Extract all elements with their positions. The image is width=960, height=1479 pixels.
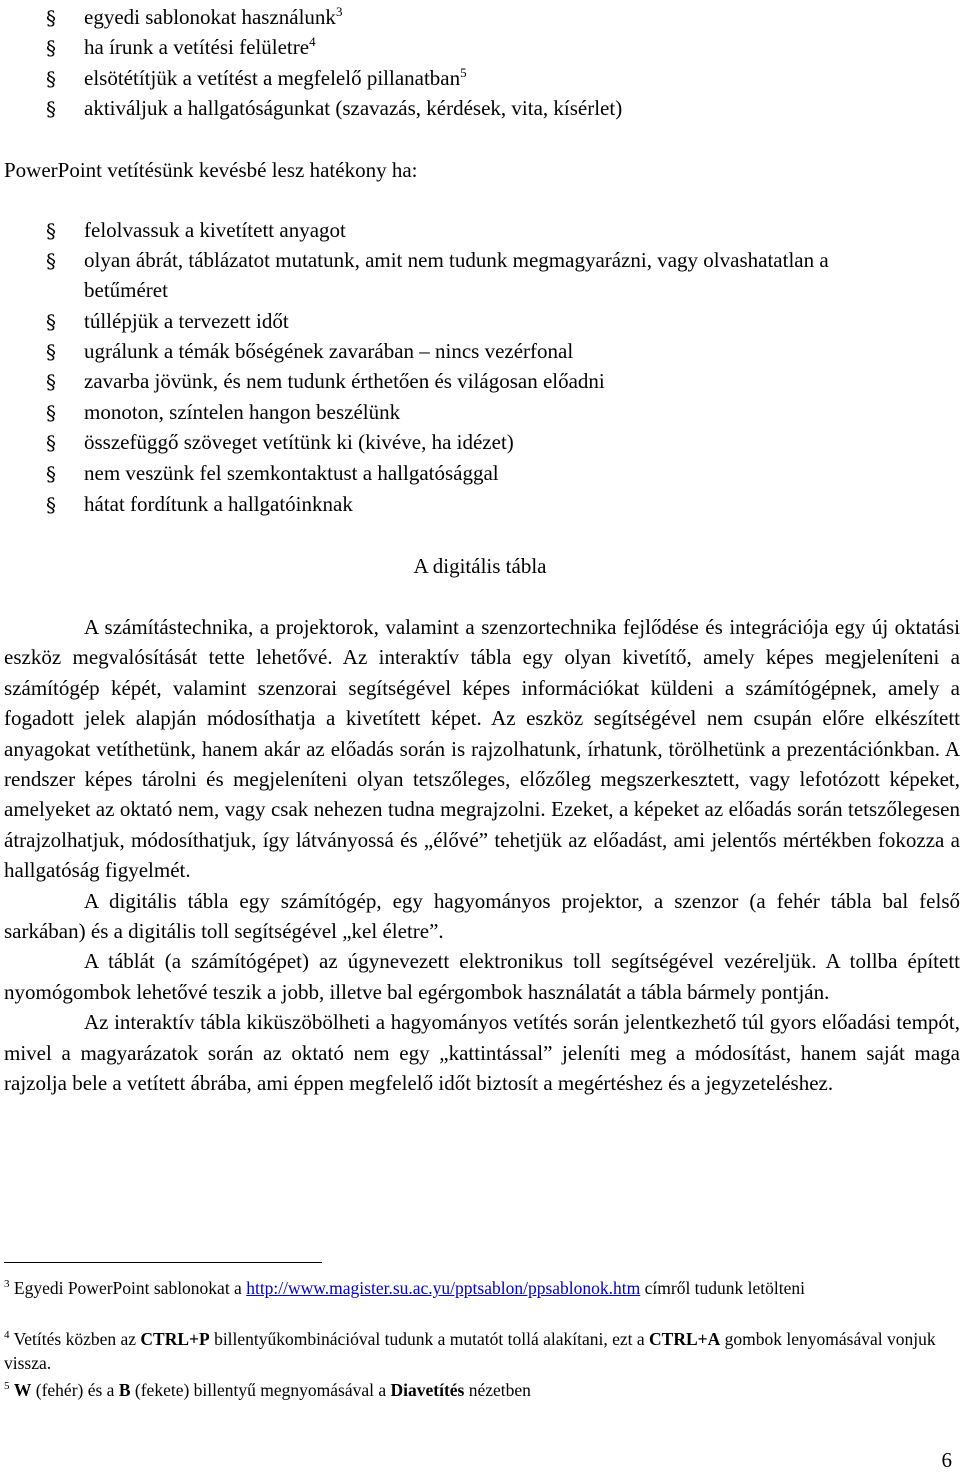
list-item-text: olyan ábrát, táblázatot mutatunk, amit nem tudunk megmagyarázni, vagy olvashatatlan a betűméret <box>84 248 829 302</box>
section-mark-icon <box>42 7 62 29</box>
key-name: B <box>118 1380 131 1400</box>
svg-text:§: § <box>46 98 56 120</box>
list-item-text: túllépjük a tervezett időt <box>84 309 289 333</box>
footnote-ref[interactable]: 5 <box>460 65 467 80</box>
section-heading: A digitális tábla <box>413 554 547 578</box>
footnote-ref[interactable]: 3 <box>335 4 343 19</box>
footnote-5 <box>4 1378 944 1402</box>
footnote-4 <box>4 1327 944 1375</box>
view-name: Diavetítés <box>390 1380 465 1400</box>
section-mark-icon <box>42 432 62 454</box>
svg-text:§: § <box>46 250 56 272</box>
list-item-text: nem veszünk fel szemkontaktust a hallgatósággal <box>84 461 499 485</box>
footnote-text: gombok lenyomásával vonjuk vissza. <box>4 1329 936 1373</box>
paragraph: A táblát (a számítógépet) az úgynevezett elektronikus toll segítségével vezéreljük. A tollba épített nyomógombok lehetővé teszik a jobb, illetve bal egérgombok használatát a tábla bármely pontján. <box>4 949 960 1004</box>
section-mark-icon <box>42 402 62 424</box>
svg-text:§: § <box>46 494 56 516</box>
footnote-divider <box>4 1262 322 1263</box>
list-item-text: hátat fordítunk a hallgatóinknak <box>84 492 353 516</box>
list-item-text: felolvassuk a kivetített anyagot <box>84 218 346 242</box>
svg-text:§: § <box>46 463 56 485</box>
footnote-number: 5 <box>4 1380 10 1393</box>
svg-text:§: § <box>46 7 56 29</box>
svg-text:§: § <box>46 68 56 90</box>
footnote-number: 4 <box>4 1329 10 1342</box>
footnote-link[interactable]: http://www.magister.su.ac.yu/pptsablon/ppsablonok.htm <box>246 1278 641 1298</box>
svg-text:§: § <box>46 402 56 424</box>
list-item-text: ugrálunk a témák bőségének zavarában – nincs vezérfonal <box>84 339 574 363</box>
body-text <box>4 612 960 1099</box>
footnote-text: billentyűkombinációval tudunk a mutatót tollá alakítani, ezt a <box>209 1329 650 1349</box>
footnote-ref[interactable]: 4 <box>309 34 316 49</box>
section-mark-icon <box>42 371 62 393</box>
svg-text:§: § <box>46 371 56 393</box>
section-mark-icon <box>42 250 62 272</box>
list-item-text: zavarba jövünk, és nem tudunk érthetően és világosan előadni <box>84 369 605 393</box>
section-mark-icon <box>42 463 62 485</box>
svg-text:§: § <box>46 341 56 363</box>
svg-text:§: § <box>46 311 56 333</box>
section-mark-icon <box>42 37 62 59</box>
footnote-3 <box>4 1276 944 1300</box>
key-name: W <box>13 1380 32 1400</box>
footnote-text: címről tudunk letölteni <box>640 1278 806 1298</box>
section-mark-icon <box>42 341 62 363</box>
svg-text:§: § <box>46 220 56 242</box>
footnote-text: Vetítés közben az <box>13 1329 141 1349</box>
key-combo: CTRL+A <box>649 1329 721 1349</box>
list-item-text: monoton, színtelen hangon beszélünk <box>84 400 401 424</box>
footnote-text: (fekete) billentyű megnyomásával a <box>130 1380 391 1400</box>
section-mark-icon <box>42 98 62 120</box>
page-number: 6 <box>941 1448 952 1472</box>
list-item-text: ha írunk a vetítési felületre <box>84 35 310 59</box>
footnote-number: 3 <box>4 1278 10 1291</box>
paragraph: Az interaktív tábla kiküszöbölheti a hagyományos vetítés során jelentkezhető túl gyors előadási tempót, mivel a magyarázatok során az oktató nem egy „kattintással” jeleníti meg a módosítást, hanem saját maga rajzolja bele a vetített ábrába, ami éppen megfelelő időt biztosít a megértéshez és a jegyzeteléshez. <box>4 1010 960 1096</box>
list-item-text: egyedi sablonokat használunk <box>84 5 336 29</box>
intro-text: PowerPoint vetítésünk kevésbé lesz hatékony ha: <box>4 158 418 182</box>
footnote-text: Egyedi PowerPoint sablonokat a <box>13 1278 247 1298</box>
list-item-text: aktiváljuk a hallgatóságunkat (szavazás, kérdések, vita, kísérlet) <box>84 96 623 120</box>
footnote-text: nézetben <box>464 1380 531 1400</box>
section-mark-icon <box>42 494 62 516</box>
list-item-text: elsötétítjük a vetítést a megfelelő pillanatban <box>84 66 461 90</box>
key-combo: CTRL+P <box>140 1329 210 1349</box>
paragraph: A számítástechnika, a projektorok, valamint a szenzortechnika fejlődése és integrációja egy új oktatási eszköz megvalósítását tette lehetővé. Az interaktív tábla egy olyan kivetítő, amely képes megjeleníteni a számítógép képét, valamint szenzorai segítségével képes információkat küldeni a számítógépnek, amely a fogadott jelek alapján módosíthatja a kivetített képet. Az eszköz segítségével nem csupán előre elkészített anyagokat vetíthetünk, hanem akár az előadás során is rajzolhatunk, írhatunk, törölhetünk a prezentációnkban. A rendszer képes tárolni és megjeleníteni olyan tetszőleges, előzőleg megszerkesztett, vagy lefotózott képeket, amelyeket az oktató nem, vagy csak nehezen tudna megrajzolni. Ezeket, a képeket az előadás során tetszőlegesen átrajzolhatjuk, módosíthatjuk, így látványossá és „élővé” tehetjük az előadást, ami jelentős mértékben fokozza a hallgatóság figyelmét. <box>4 615 960 883</box>
svg-text:§: § <box>46 432 56 454</box>
svg-text:§: § <box>46 37 56 59</box>
list-item-text: összefüggő szöveget vetítünk ki (kivéve, ha idézet) <box>84 430 514 454</box>
paragraph: A digitális tábla egy számítógép, egy hagyományos projektor, a szenzor (a fehér tábla bal felső sarkában) és a digitális toll segítségével „kel életre”. <box>4 888 960 944</box>
footnote-text: (fehér) és a <box>31 1380 119 1400</box>
section-mark-icon <box>42 311 62 333</box>
section-mark-icon <box>42 220 62 242</box>
section-mark-icon <box>42 68 62 90</box>
